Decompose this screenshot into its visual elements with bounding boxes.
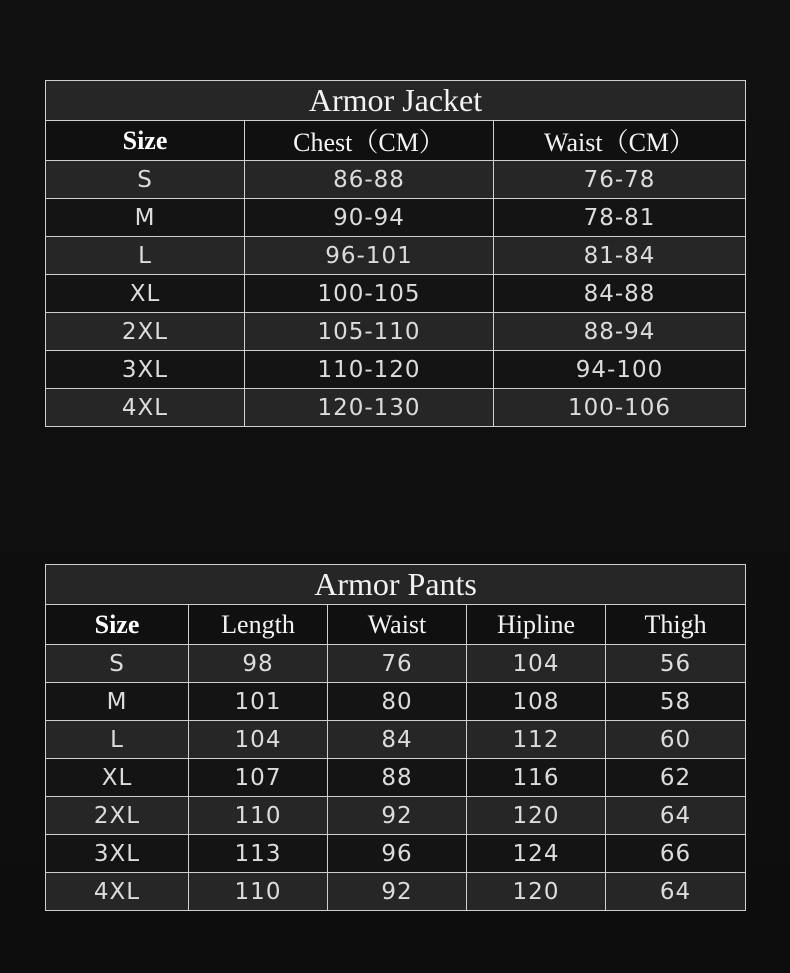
table-row	[46, 835, 746, 873]
pants-table-title: Armor Pants	[46, 565, 746, 605]
table-row	[46, 389, 746, 427]
length-cell: 98	[189, 645, 328, 683]
armor-jacket-size-table	[45, 80, 746, 427]
table-row	[46, 645, 746, 683]
size-cell: 2XL	[46, 797, 189, 835]
size-cell: XL	[46, 759, 189, 797]
chest-cell: 105-110	[245, 313, 494, 351]
chest-cell: 120-130	[245, 389, 494, 427]
size-cell: 3XL	[46, 835, 189, 873]
hipline-cell: 108	[467, 683, 606, 721]
size-cell: S	[46, 645, 189, 683]
size-cell: 4XL	[46, 389, 245, 427]
table-header-row	[46, 121, 746, 161]
size-cell: L	[46, 721, 189, 759]
chest-cell: 110-120	[245, 351, 494, 389]
chest-cell: 86-88	[245, 161, 494, 199]
thigh-cell: 56	[606, 645, 746, 683]
column-header-waist: Waist（CM）	[494, 121, 746, 161]
length-cell: 104	[189, 721, 328, 759]
size-cell: M	[46, 683, 189, 721]
thigh-cell: 64	[606, 873, 746, 911]
length-cell: 113	[189, 835, 328, 873]
length-cell: 101	[189, 683, 328, 721]
size-cell: XL	[46, 275, 245, 313]
table-title-row	[46, 565, 746, 605]
column-header-length: Length	[189, 605, 328, 645]
hipline-cell: 112	[467, 721, 606, 759]
table-row	[46, 797, 746, 835]
chest-cell: 90-94	[245, 199, 494, 237]
table-header-row	[46, 605, 746, 645]
waist-cell: 78-81	[494, 199, 746, 237]
waist-cell: 80	[328, 683, 467, 721]
thigh-cell: 58	[606, 683, 746, 721]
hipline-cell: 104	[467, 645, 606, 683]
hipline-cell: 116	[467, 759, 606, 797]
length-cell: 110	[189, 797, 328, 835]
thigh-cell: 62	[606, 759, 746, 797]
waist-cell: 100-106	[494, 389, 746, 427]
waist-cell: 76	[328, 645, 467, 683]
size-cell: L	[46, 237, 245, 275]
size-cell: 3XL	[46, 351, 245, 389]
table-row	[46, 199, 746, 237]
column-header-waist: Waist	[328, 605, 467, 645]
thigh-cell: 60	[606, 721, 746, 759]
length-cell: 107	[189, 759, 328, 797]
column-header-thigh: Thigh	[606, 605, 746, 645]
size-cell: 4XL	[46, 873, 189, 911]
size-cell: S	[46, 161, 245, 199]
table-row	[46, 683, 746, 721]
size-cell: 2XL	[46, 313, 245, 351]
hipline-cell: 120	[467, 797, 606, 835]
table-row	[46, 313, 746, 351]
table-row	[46, 161, 746, 199]
table-row	[46, 275, 746, 313]
waist-cell: 92	[328, 797, 467, 835]
column-header-hipline: Hipline	[467, 605, 606, 645]
hipline-cell: 120	[467, 873, 606, 911]
waist-cell: 88	[328, 759, 467, 797]
jacket-table-title: Armor Jacket	[46, 81, 746, 121]
chest-cell: 100-105	[245, 275, 494, 313]
waist-cell: 84-88	[494, 275, 746, 313]
waist-cell: 76-78	[494, 161, 746, 199]
waist-cell: 84	[328, 721, 467, 759]
table-row	[46, 237, 746, 275]
waist-cell: 92	[328, 873, 467, 911]
chest-cell: 96-101	[245, 237, 494, 275]
table-title-row	[46, 81, 746, 121]
waist-cell: 96	[328, 835, 467, 873]
waist-cell: 81-84	[494, 237, 746, 275]
size-cell: M	[46, 199, 245, 237]
table-row	[46, 351, 746, 389]
hipline-cell: 124	[467, 835, 606, 873]
thigh-cell: 64	[606, 797, 746, 835]
table-row	[46, 759, 746, 797]
length-cell: 110	[189, 873, 328, 911]
column-header-chest: Chest（CM）	[245, 121, 494, 161]
table-row	[46, 721, 746, 759]
column-header-size: Size	[46, 121, 245, 161]
thigh-cell: 66	[606, 835, 746, 873]
waist-cell: 88-94	[494, 313, 746, 351]
column-header-size: Size	[46, 605, 189, 645]
waist-cell: 94-100	[494, 351, 746, 389]
table-row	[46, 873, 746, 911]
armor-pants-size-table	[45, 564, 746, 911]
